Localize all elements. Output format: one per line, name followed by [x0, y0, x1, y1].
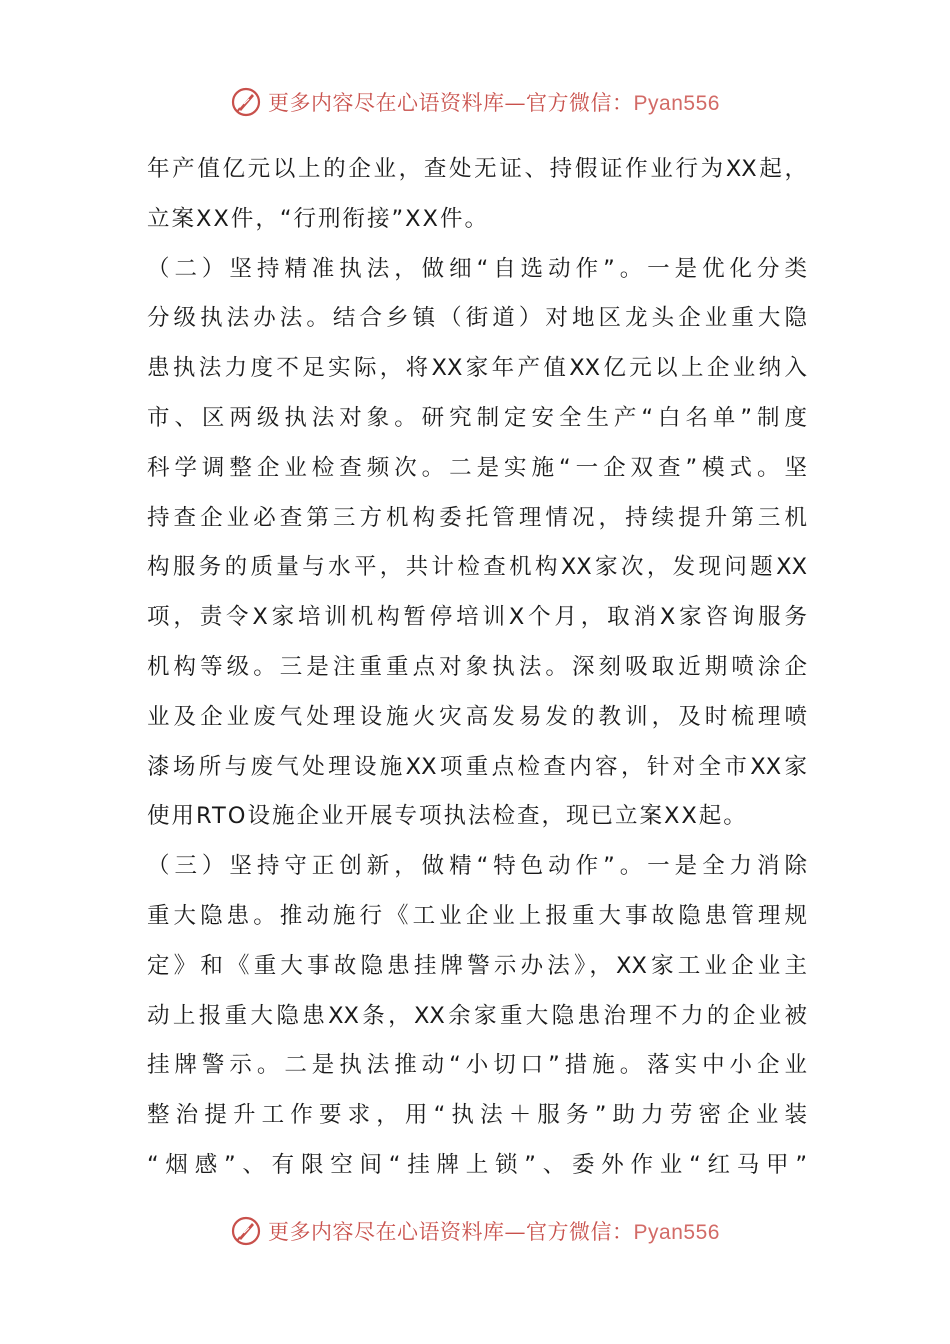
text-line: 业及企业废气处理设施火灾高发易发的教训，及时梳理喷: [147, 703, 807, 730]
text-line: 定》和《重大事故隐患挂牌警示办法》，XX家工业企业主: [147, 952, 807, 979]
text-line: （二）坚持精准执法，做细“自选动作”。一是优化分类: [147, 255, 807, 282]
text-line: 项，责令X家培训机构暂停培训X个月，取消X家咨询服务: [147, 604, 807, 631]
watermark-brand: Pyan556: [633, 1221, 720, 1244]
text-line: 整治提升工作要求，用“执法＋服务”助力劳密企业装: [147, 1102, 807, 1129]
text-line: 持查企业必查第三方机构委托管理情况，持续提升第三机: [147, 504, 807, 531]
text-line: 动上报重大隐患XX条，XX余家重大隐患治理不力的企业被: [147, 1002, 807, 1029]
header-watermark-banner: [0, 82, 950, 122]
text-line: 构服务的质量与水平，共计检查机构XX家次，发现问题XX: [147, 554, 807, 581]
text-line: 年产值亿元以上的企业，查处无证、持假证作业行为XX起，: [147, 156, 807, 182]
text-line: 立案XX件，“行刑衔接”XX件。: [147, 205, 489, 232]
text-line: 使用RTO设施企业开展专项执法检查，现已立案XX起。: [147, 803, 748, 830]
text-line: 市、区两级执法对象。研究制定安全生产“白名单”制度: [147, 404, 807, 431]
quill-seal-icon: [230, 1215, 262, 1247]
footer-watermark-banner: [0, 1211, 950, 1251]
text-line: 机构等级。三是注重重点对象执法。深刻吸取近期喷涂企: [147, 653, 807, 680]
watermark-text: 更多内容尽在心语资料库—官方微信：Pyan556: [268, 1220, 720, 1244]
text-line: 分级执法办法。结合乡镇（街道）对地区龙头企业重大隐: [147, 305, 807, 332]
text-line: 患执法力度不足实际，将XX家年产值XX亿元以上企业纳入: [147, 355, 807, 382]
text-line: （三）坚持守正创新，做精“特色动作”。一是全力消除: [147, 853, 807, 880]
text-line: “烟感”、有限空间“挂牌上锁”、委外作业“红马甲”: [147, 1151, 807, 1178]
text-line: 挂牌警示。二是执法推动“小切口”措施。落实中小企业: [147, 1052, 807, 1079]
text-line: 漆场所与废气处理设施XX项重点检查内容，针对全市XX家: [147, 753, 807, 780]
watermark-text: 更多内容尽在心语资料库—官方微信：Pyan556: [268, 91, 720, 115]
document-body: [147, 145, 807, 1191]
watermark-brand: Pyan556: [633, 92, 720, 115]
quill-seal-icon: [230, 86, 262, 118]
text-line: 科学调整企业检查频次。二是实施“一企双查”模式。坚: [147, 454, 807, 481]
text-line: 重大隐患。推动施行《工业企业上报重大事故隐患管理规: [147, 902, 807, 929]
